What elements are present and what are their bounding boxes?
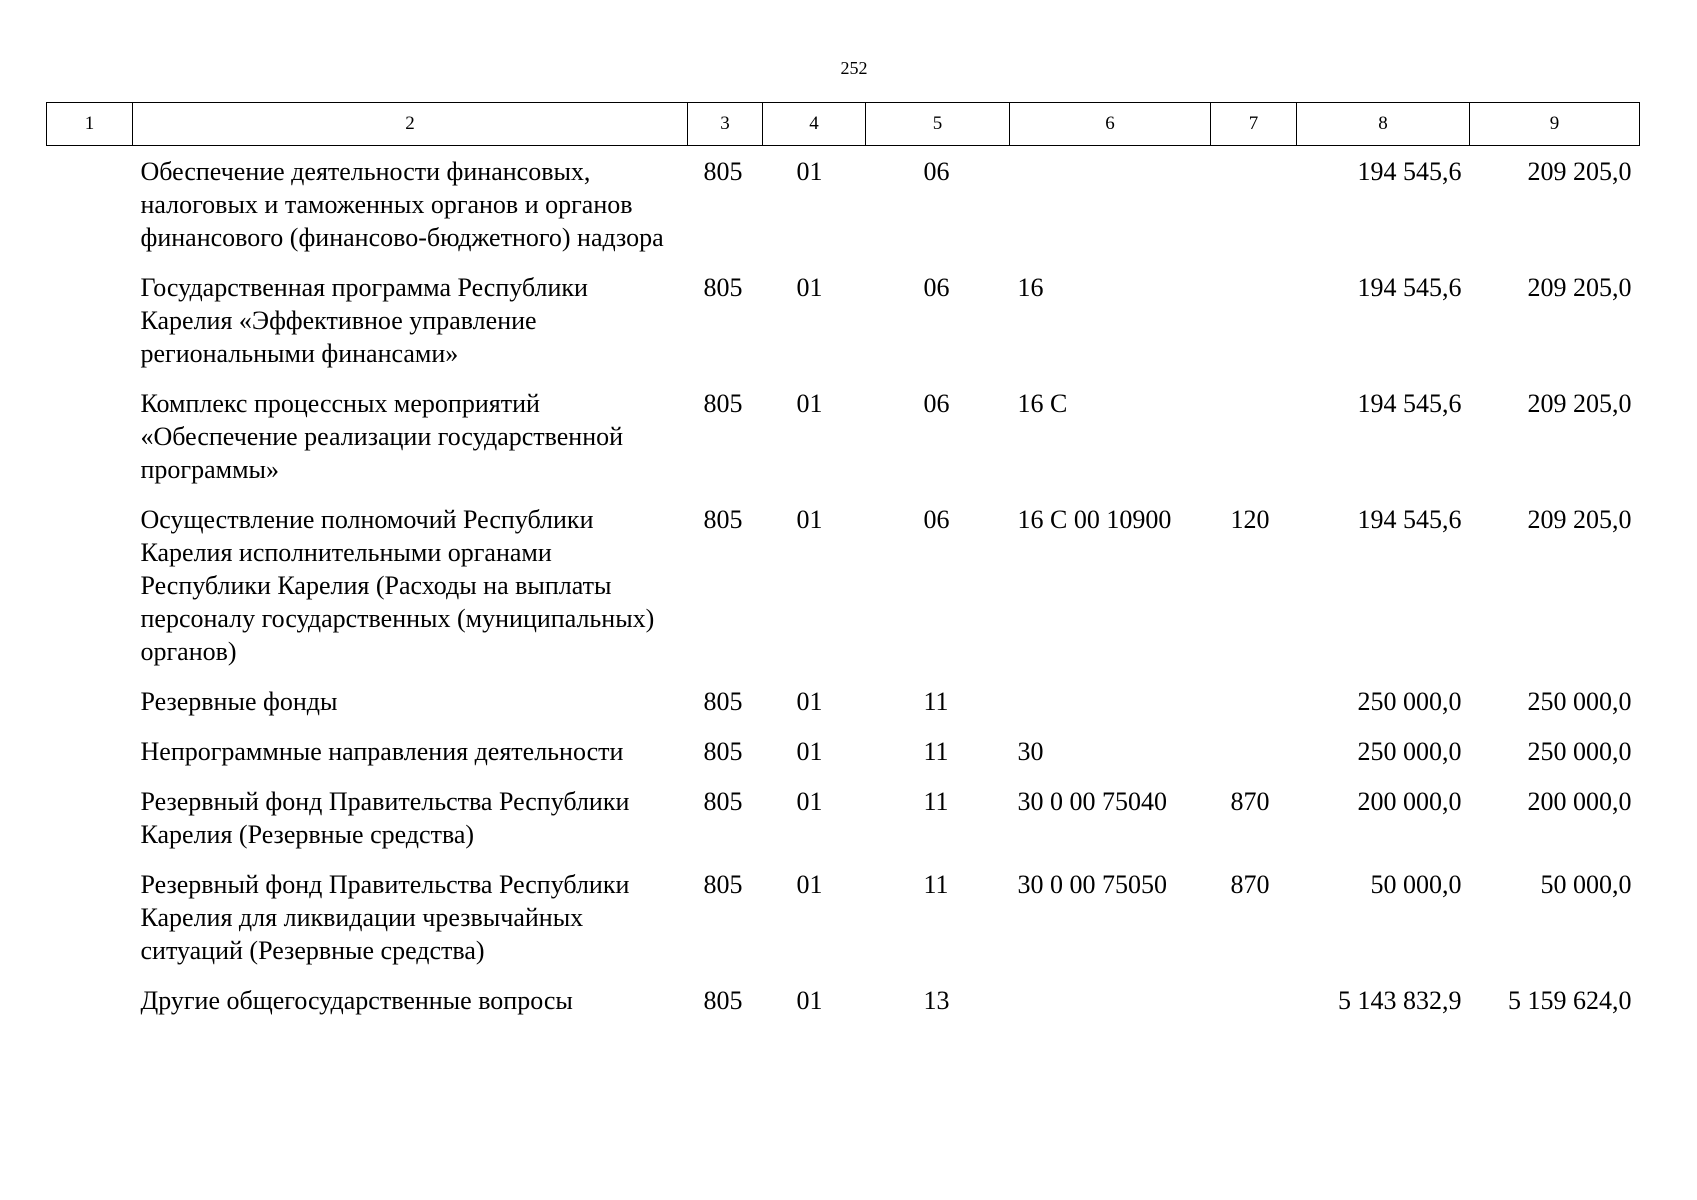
cell-subsection-code: 06 <box>923 389 950 418</box>
header-col-9: 9 <box>1470 103 1640 146</box>
cell-amount-col-8: 200 000,0 <box>1357 787 1462 816</box>
cell-section-code: 01 <box>796 737 823 766</box>
cell-expense-name: Резервный фонд Правительства Республики Карелия (Резервные средства) <box>140 787 630 849</box>
cell-col-1 <box>47 676 133 726</box>
cell-col-1 <box>47 859 133 975</box>
cell-amount-col-9: 250 000,0 <box>1527 737 1632 766</box>
cell-expense-type: 870 <box>1230 870 1270 899</box>
cell-expense-type <box>1211 262 1297 378</box>
cell-amount-col-9: 5 159 624,0 <box>1508 986 1632 1015</box>
table-row <box>47 262 1640 378</box>
cell-expense-type <box>1211 726 1297 776</box>
cell-section-code: 01 <box>796 389 823 418</box>
cell-ministry-code: 805 <box>703 870 743 899</box>
cell-target-article <box>1010 676 1211 726</box>
cell-expense-name: Осуществление полномочий Республики Карелия исполнительными органами Республики Карелия (Расходы на выплаты персоналу государственных (муниципальных) органов) <box>140 505 655 666</box>
cell-ministry-code: 805 <box>703 273 743 302</box>
cell-target-article: 30 <box>1017 737 1044 766</box>
header-row <box>47 103 1640 146</box>
cell-col-1 <box>47 726 133 776</box>
cell-section-code: 01 <box>796 870 823 899</box>
cell-subsection-code: 11 <box>923 687 949 716</box>
table-header <box>47 103 1640 146</box>
cell-ministry-code: 805 <box>703 787 743 816</box>
header-col-1: 1 <box>47 103 133 146</box>
cell-subsection-code: 06 <box>923 505 950 534</box>
cell-expense-name: Резервные фонды <box>140 687 338 716</box>
cell-expense-type: 870 <box>1230 787 1270 816</box>
cell-col-1 <box>47 494 133 676</box>
cell-ministry-code: 805 <box>703 389 743 418</box>
cell-section-code: 01 <box>796 986 823 1015</box>
cell-expense-type <box>1211 378 1297 494</box>
budget-table <box>46 102 1640 1025</box>
table-row <box>47 776 1640 859</box>
header-col-8: 8 <box>1297 103 1470 146</box>
header-col-7: 7 <box>1211 103 1297 146</box>
table-row <box>47 378 1640 494</box>
cell-expense-name: Государственная программа Республики Карелия «Эффективное управление региональными финансами» <box>140 273 588 368</box>
cell-expense-type <box>1211 975 1297 1025</box>
cell-amount-col-9: 50 000,0 <box>1540 870 1632 899</box>
cell-target-article: 30 0 00 75040 <box>1017 787 1167 816</box>
table-row <box>47 494 1640 676</box>
header-col-6: 6 <box>1010 103 1211 146</box>
cell-expense-type <box>1211 676 1297 726</box>
cell-expense-name: Непрограммные направления деятельности <box>140 737 624 766</box>
header-col-5: 5 <box>866 103 1010 146</box>
cell-subsection-code: 06 <box>923 273 950 302</box>
cell-amount-col-9: 200 000,0 <box>1527 787 1632 816</box>
cell-col-1 <box>47 262 133 378</box>
cell-amount-col-8: 194 545,6 <box>1357 273 1462 302</box>
cell-subsection-code: 11 <box>923 787 949 816</box>
table-row <box>47 859 1640 975</box>
cell-section-code: 01 <box>796 687 823 716</box>
cell-ministry-code: 805 <box>703 157 743 186</box>
cell-section-code: 01 <box>796 157 823 186</box>
page-number: 252 <box>840 58 868 78</box>
table-row <box>47 146 1640 263</box>
cell-amount-col-8: 5 143 832,9 <box>1338 986 1462 1015</box>
table-row <box>47 676 1640 726</box>
cell-target-article: 16 С <box>1017 389 1068 418</box>
cell-amount-col-8: 50 000,0 <box>1370 870 1462 899</box>
cell-target-article: 16 <box>1017 273 1044 302</box>
cell-subsection-code: 11 <box>923 870 949 899</box>
cell-col-1 <box>47 975 133 1025</box>
cell-section-code: 01 <box>796 273 823 302</box>
cell-col-1 <box>47 146 133 263</box>
cell-subsection-code: 11 <box>923 737 949 766</box>
cell-ministry-code: 805 <box>703 505 743 534</box>
table-body <box>47 146 1640 1026</box>
cell-target-article <box>1010 975 1211 1025</box>
cell-subsection-code: 13 <box>923 986 950 1015</box>
cell-ministry-code: 805 <box>703 737 743 766</box>
cell-col-1 <box>47 378 133 494</box>
cell-section-code: 01 <box>796 787 823 816</box>
cell-amount-col-8: 194 545,6 <box>1357 157 1462 186</box>
cell-section-code: 01 <box>796 505 823 534</box>
cell-amount-col-9: 250 000,0 <box>1527 687 1632 716</box>
cell-amount-col-9: 209 205,0 <box>1527 273 1632 302</box>
cell-target-article <box>1010 146 1211 263</box>
cell-ministry-code: 805 <box>703 986 743 1015</box>
cell-expense-type <box>1211 146 1297 263</box>
header-col-4: 4 <box>763 103 866 146</box>
header-col-2: 2 <box>133 103 688 146</box>
cell-amount-col-8: 194 545,6 <box>1357 389 1462 418</box>
cell-amount-col-8: 250 000,0 <box>1357 737 1462 766</box>
cell-amount-col-9: 209 205,0 <box>1527 157 1632 186</box>
cell-ministry-code: 805 <box>703 687 743 716</box>
cell-expense-name: Резервный фонд Правительства Республики Карелия для ликвидации чрезвычайных ситуаций (Резервные средства) <box>140 870 630 965</box>
cell-amount-col-9: 209 205,0 <box>1527 505 1632 534</box>
cell-expense-type: 120 <box>1230 505 1270 534</box>
cell-amount-col-8: 250 000,0 <box>1357 687 1462 716</box>
table-row <box>47 726 1640 776</box>
cell-expense-name: Обеспечение деятельности финансовых, налоговых и таможенных органов и органов финансового (финансово-бюджетного) надзора <box>140 157 664 252</box>
header-col-3: 3 <box>688 103 763 146</box>
cell-expense-name: Комплекс процессных мероприятий «Обеспечение реализации государственной программы» <box>140 389 624 484</box>
cell-subsection-code: 06 <box>923 157 950 186</box>
cell-target-article: 30 0 00 75050 <box>1017 870 1167 899</box>
cell-expense-name: Другие общегосударственные вопросы <box>140 986 573 1015</box>
cell-target-article: 16 С 00 10900 <box>1017 505 1172 534</box>
cell-amount-col-9: 209 205,0 <box>1527 389 1632 418</box>
cell-col-1 <box>47 776 133 859</box>
cell-amount-col-8: 194 545,6 <box>1357 505 1462 534</box>
table-row <box>47 975 1640 1025</box>
